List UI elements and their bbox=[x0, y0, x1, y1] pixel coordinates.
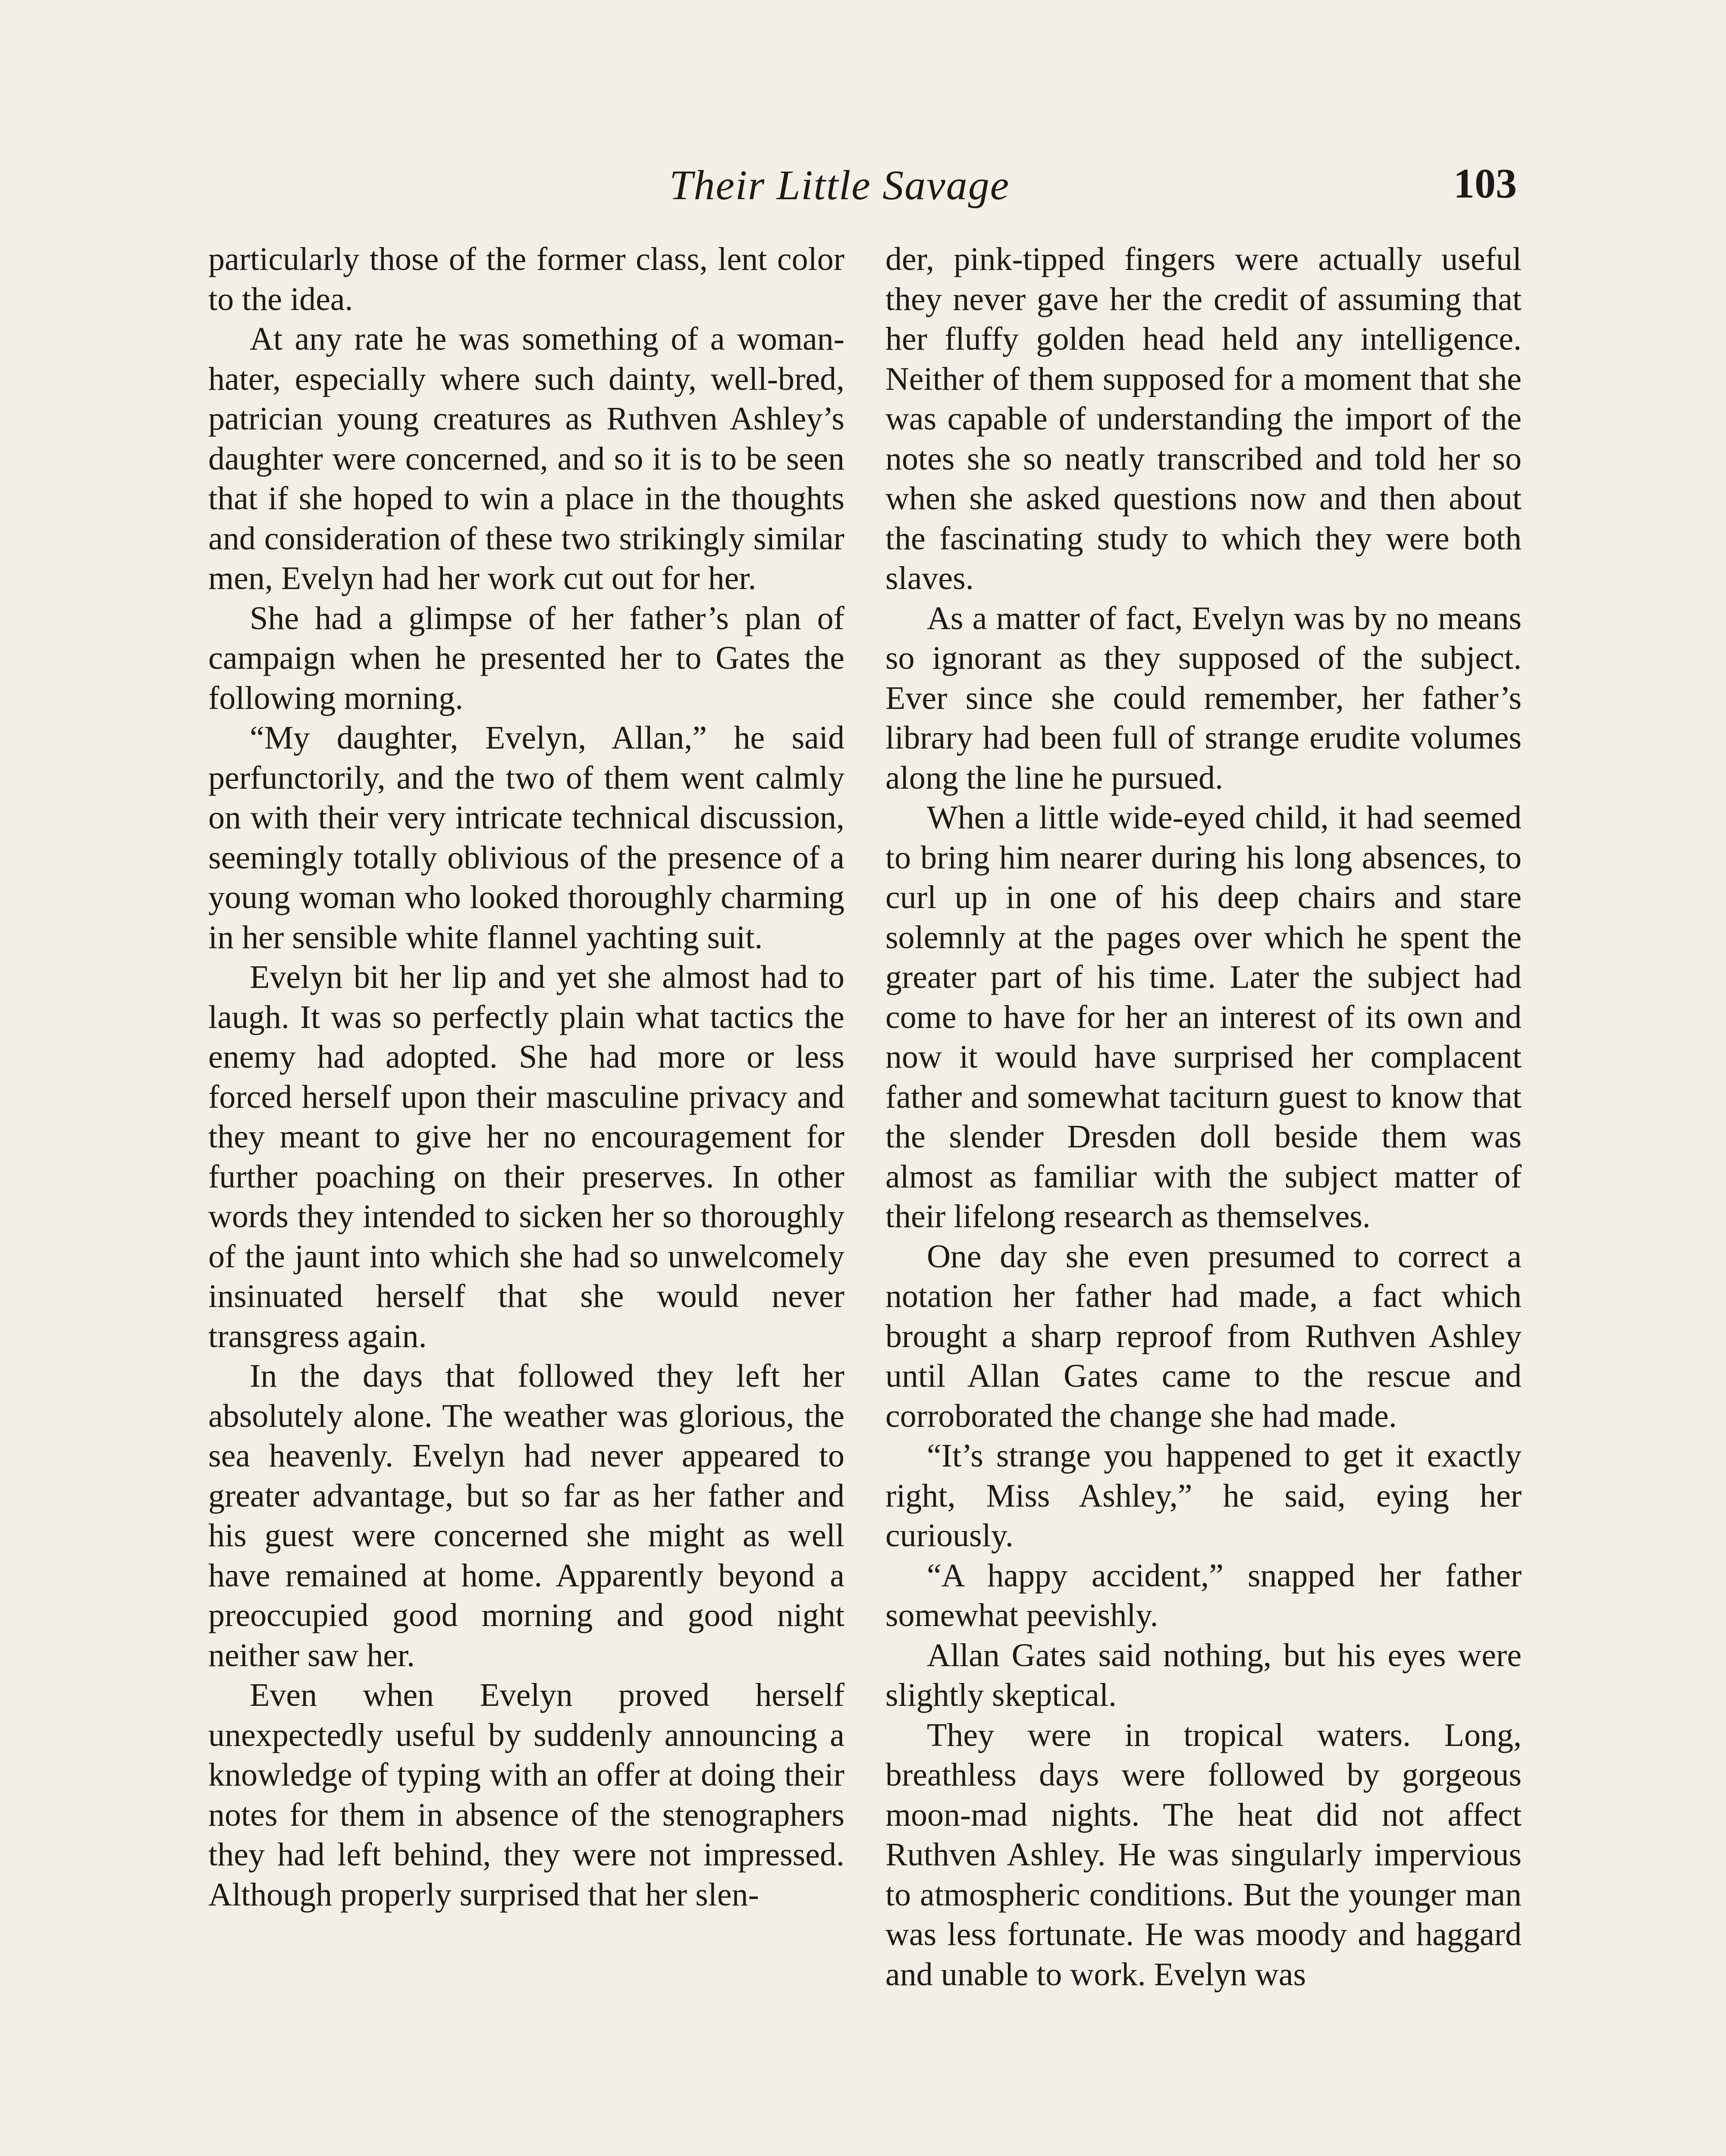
paragraph: As a matter of fact, Evelyn was by no means so ignorant as they supposed of the subject. Ever since she could remember, her father’s library had been full of strange erudite volumes along the line he pursued. bbox=[885, 600, 1522, 796]
paragraph: Evelyn bit her lip and yet she almost had to laugh. It was so perfectly plain what tactics the enemy had adopted. She had more or less forced herself upon their masculine privacy and they meant to give her no encouragement for further poaching on their preserves. In other words they intended to sicken her so thoroughly of the jaunt into which she had so unwelcomely insinuated herself that she would never transgress again. bbox=[208, 959, 844, 1354]
paragraph: “A happy accident,” snapped her father somewhat peevishly. bbox=[885, 1557, 1522, 1633]
right-text-column bbox=[885, 239, 1522, 1994]
paragraph: particularly those of the former class, lent color to the idea. bbox=[208, 241, 844, 317]
running-title: Their Little Savage bbox=[669, 162, 1010, 209]
paragraph: “My daughter, Evelyn, Allan,” he said perfunctorily, and the two of them went calmly on with their very intricate technical discussion, seemingly totally oblivious of the presence of a young woman who looked thoroughly charming in her sensible white flannel yachting suit. bbox=[208, 720, 844, 956]
paragraph: Allan Gates said nothing, but his eyes were slightly skeptical. bbox=[885, 1637, 1522, 1713]
paragraph: When a little wide-eyed child, it had seemed to bring him nearer during his long absences, to curl up in one of his deep chairs and stare solemnly at the pages over which he spent the greater part of his time. Later the subject had come to have for her an interest of its own and now it would have surprised her complacent father and somewhat taciturn guest to know that the slender Dresden doll beside them was almost as familiar with the subject matter of their lifelong research as themselves. bbox=[885, 799, 1522, 1235]
paragraph: In the days that followed they left her absolutely alone. The weather was glorious, the sea heavenly. Evelyn had never appeared to greater advantage, but so far as her father and his guest were concerned she might as well have remained at home. Apparently beyond a preoccupied good morning and good night neither saw her. bbox=[208, 1358, 844, 1673]
paragraph: She had a glimpse of her father’s plan of campaign when he presented her to Gates the following morning. bbox=[208, 600, 844, 716]
paragraph: One day she even presumed to correct a notation her father had made, a fact which brought a sharp reproof from Ruthven Ashley until Allan Gates came to the rescue and corroborated the change she had made. bbox=[885, 1238, 1522, 1434]
paragraph: Even when Evelyn proved herself unexpectedly useful by suddenly announcing a knowledge of typing with an offer at doing their notes for them in absence of the stenographers they had left behind, they were not impressed. Although properly surprised that her slen- bbox=[208, 1677, 844, 1913]
paragraph: At any rate he was something of a woman-hater, especially where such dainty, well-bred, patrician young creatures as Ruthven Ashley’s daughter were concerned, and so it is to be seen that if she hoped to win a place in the thoughts and consideration of these two strikingly similar men, Evelyn had her work cut out for her. bbox=[208, 321, 844, 596]
paragraph: der, pink-tipped fingers were actually useful they never gave her the credit of assuming that her fluffy golden head held any intelligence. Neither of them supposed for a moment that she was capable of understanding the import of the notes she so neatly transcribed and told her so when she asked questions now and then about the fascinating study to which they were both slaves. bbox=[885, 241, 1522, 596]
left-text-column bbox=[208, 239, 844, 1915]
page-number: 103 bbox=[1453, 160, 1517, 207]
paragraph: “It’s strange you happened to get it exactly right, Miss Ashley,” he said, eying her curiously. bbox=[885, 1438, 1522, 1554]
paragraph: They were in tropical waters. Long, breathless days were followed by gorgeous moon-mad nights. The heat did not affect Ruthven Ashley. He was singularly impervious to atmospheric conditions. But the younger man was less fortunate. He was moody and haggard and unable to work. Evelyn was bbox=[885, 1717, 1522, 1993]
